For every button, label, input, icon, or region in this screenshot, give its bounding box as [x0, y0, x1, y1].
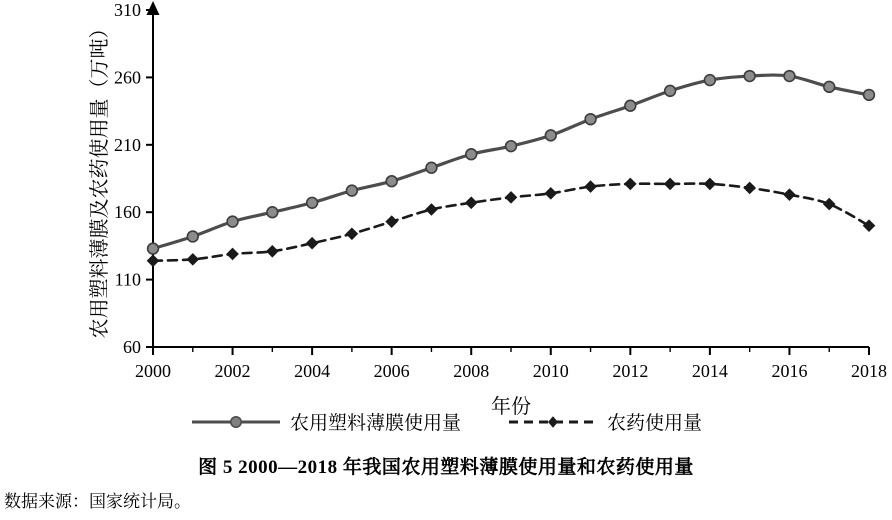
- data-point-marker: [585, 114, 596, 125]
- svg-text:60: 60: [123, 337, 141, 357]
- data-point-marker: [625, 100, 636, 111]
- data-point-marker: [346, 228, 357, 239]
- data-point-marker: [545, 130, 556, 141]
- data-point-marker: [148, 243, 159, 254]
- svg-text:2008: 2008: [453, 361, 490, 381]
- data-point-marker: [307, 197, 318, 208]
- data-point-marker: [545, 188, 556, 199]
- svg-text:160: 160: [114, 202, 141, 223]
- data-point-marker: [704, 178, 715, 189]
- data-point-marker: [307, 238, 318, 249]
- legend-label-film: 农用塑料薄膜使用量: [289, 413, 461, 434]
- data-point-marker: [187, 254, 198, 265]
- data-point-marker: [824, 81, 835, 92]
- data-point-marker: [784, 71, 795, 82]
- data-point-marker: [824, 199, 835, 210]
- data-point-marker: [625, 178, 636, 189]
- svg-text:2014: 2014: [691, 361, 728, 381]
- data-point-marker: [386, 216, 397, 227]
- legend-item-pesticide: [507, 408, 702, 435]
- data-point-marker: [665, 85, 676, 96]
- svg-text:2010: 2010: [532, 361, 569, 381]
- data-point-marker: [267, 246, 278, 257]
- svg-text:年份: 年份: [491, 396, 531, 418]
- chart-legend: [0, 408, 892, 435]
- legend-swatch-dashed-diamond: [507, 414, 599, 430]
- svg-text:农用塑料薄膜及农药使用量（万吨）: 农用塑料薄膜及农药使用量（万吨）: [89, 18, 111, 339]
- data-point-marker: [506, 141, 517, 152]
- data-point-marker: [784, 189, 795, 200]
- data-point-marker: [267, 207, 278, 218]
- data-point-marker: [147, 255, 158, 266]
- data-point-marker: [346, 185, 357, 196]
- svg-text:2016: 2016: [771, 361, 808, 381]
- svg-text:2006: 2006: [373, 361, 410, 381]
- source-note: 数据来源：国家统计局。: [4, 492, 191, 511]
- svg-text:2000: 2000: [135, 361, 171, 381]
- data-point-marker: [665, 178, 676, 189]
- figure-caption: 图 5 2000—2018 年我国农用塑料薄膜使用量和农药使用量: [198, 457, 694, 478]
- legend-label-pesticide: 农药使用量: [607, 413, 703, 434]
- legend-swatch-solid-circle: [190, 414, 282, 430]
- svg-text:2012: 2012: [612, 361, 649, 381]
- data-point-marker: [466, 197, 477, 208]
- legend-item-film: [190, 408, 461, 435]
- svg-text:2018: 2018: [851, 361, 887, 381]
- data-point-marker: [426, 162, 437, 173]
- data-point-marker: [744, 71, 755, 82]
- data-point-marker: [744, 182, 755, 193]
- svg-text:110: 110: [114, 269, 141, 290]
- data-point-marker: [466, 149, 477, 160]
- data-point-marker: [863, 220, 874, 231]
- data-point-marker: [386, 176, 397, 187]
- data-point-marker: [227, 216, 238, 227]
- svg-text:2004: 2004: [294, 361, 331, 381]
- series-line-1: [153, 75, 869, 249]
- svg-text:260: 260: [114, 67, 141, 88]
- data-point-marker: [227, 248, 238, 259]
- data-point-marker: [585, 181, 596, 192]
- data-point-marker: [704, 75, 715, 86]
- svg-text:2002: 2002: [214, 361, 251, 381]
- data-point-marker: [187, 231, 198, 242]
- data-point-marker: [426, 204, 437, 215]
- data-point-marker: [505, 192, 516, 203]
- svg-text:210: 210: [114, 134, 141, 155]
- data-point-marker: [864, 90, 875, 101]
- svg-text:310: 310: [114, 0, 141, 20]
